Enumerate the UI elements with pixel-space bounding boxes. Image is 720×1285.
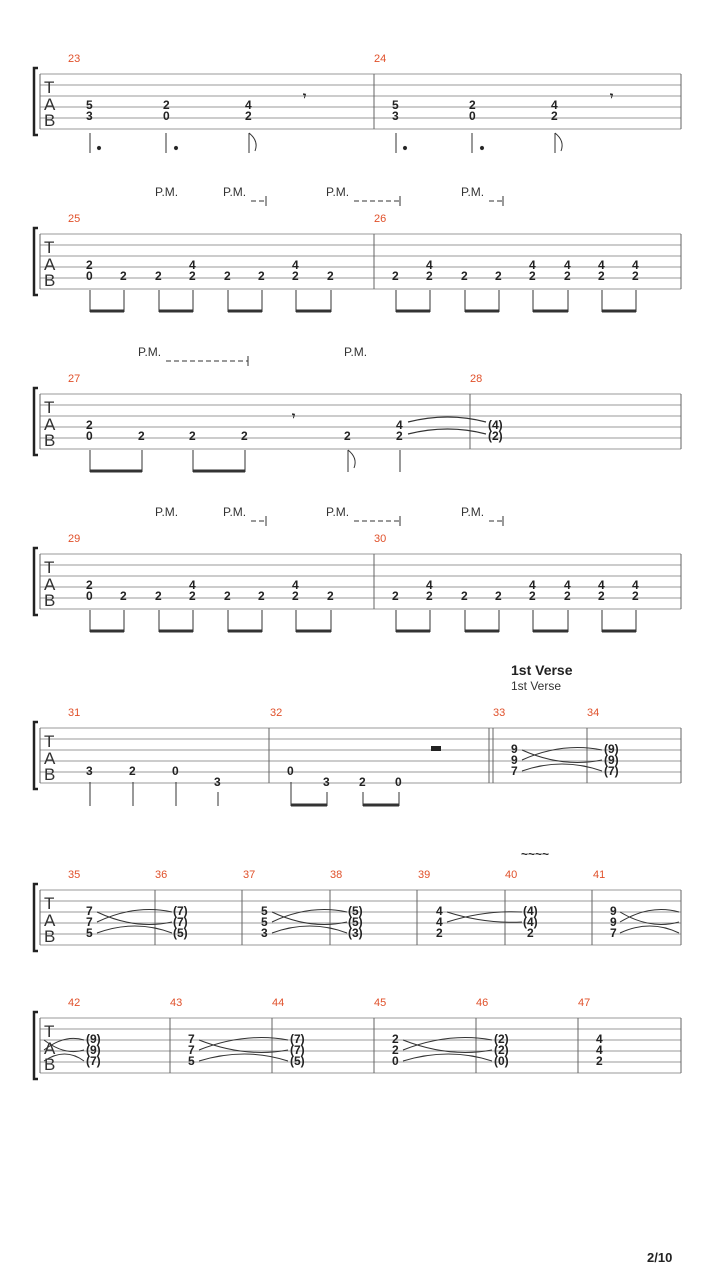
palm-mute-marks — [155, 185, 503, 206]
measure-number: 41 — [593, 869, 606, 881]
svg-text:4: 4 — [245, 98, 252, 112]
measure-number: 32 — [270, 707, 283, 719]
vibrato-marker: ~~~~ — [521, 847, 550, 861]
rhythm-stems — [90, 133, 562, 153]
svg-text:2: 2 — [529, 589, 536, 603]
measure-number: 39 — [418, 869, 431, 881]
svg-text:2: 2 — [86, 578, 93, 592]
svg-text:(7): (7) — [290, 1032, 305, 1046]
svg-text:B: B — [44, 591, 56, 610]
svg-text:7: 7 — [86, 904, 93, 918]
svg-text:7: 7 — [188, 1043, 195, 1057]
svg-text:B: B — [44, 431, 56, 450]
svg-text:5: 5 — [86, 98, 93, 112]
svg-text:0: 0 — [86, 429, 93, 443]
tab-clef — [44, 78, 56, 130]
svg-text:4: 4 — [598, 578, 605, 592]
svg-text:2: 2 — [461, 589, 468, 603]
svg-text:7: 7 — [511, 764, 518, 778]
svg-text:(4): (4) — [523, 915, 538, 929]
measure-number: 26 — [374, 213, 387, 225]
svg-text:(4): (4) — [488, 418, 503, 432]
note-group — [86, 742, 619, 789]
measure-number: 38 — [330, 869, 343, 881]
svg-text:2: 2 — [529, 269, 536, 283]
note-group — [86, 1032, 603, 1068]
svg-text:2: 2 — [245, 109, 252, 123]
svg-text:0: 0 — [86, 589, 93, 603]
svg-text:(7): (7) — [173, 915, 188, 929]
svg-text:2: 2 — [155, 589, 162, 603]
svg-text:A: A — [44, 415, 56, 434]
svg-text:4: 4 — [292, 578, 299, 592]
svg-text:(5): (5) — [348, 904, 363, 918]
svg-text:2: 2 — [189, 589, 196, 603]
measure-number: 28 — [470, 373, 483, 385]
note-group — [86, 578, 639, 603]
svg-text:T: T — [44, 894, 55, 913]
svg-text:(9): (9) — [604, 753, 619, 767]
svg-text:(7): (7) — [173, 904, 188, 918]
svg-text:7: 7 — [188, 1032, 195, 1046]
svg-text:2: 2 — [461, 269, 468, 283]
svg-text:B: B — [44, 111, 56, 130]
tie-arcs — [408, 417, 486, 434]
tab-system-6 — [34, 847, 681, 951]
svg-text:3: 3 — [392, 109, 399, 123]
svg-text:3: 3 — [261, 926, 268, 940]
svg-text:2: 2 — [292, 589, 299, 603]
svg-text:4: 4 — [436, 904, 443, 918]
svg-text:(2): (2) — [488, 429, 503, 443]
svg-text:A: A — [44, 1039, 56, 1058]
svg-text:A: A — [44, 575, 56, 594]
svg-text:2: 2 — [86, 258, 93, 272]
tab-system-4 — [34, 505, 681, 632]
svg-text:9: 9 — [511, 753, 518, 767]
note-group — [86, 98, 558, 123]
svg-text:0: 0 — [395, 775, 402, 789]
svg-text:2: 2 — [495, 589, 502, 603]
tab-clef — [44, 732, 56, 784]
tab-clef — [44, 558, 56, 610]
svg-text:2: 2 — [258, 589, 265, 603]
svg-text:0: 0 — [469, 109, 476, 123]
svg-text:(0): (0) — [494, 1054, 509, 1068]
svg-text:7: 7 — [86, 915, 93, 929]
svg-text:2: 2 — [564, 269, 571, 283]
svg-text:(3): (3) — [348, 926, 363, 940]
svg-text:4: 4 — [596, 1043, 603, 1057]
svg-text:4: 4 — [189, 578, 196, 592]
svg-text:2: 2 — [392, 589, 399, 603]
svg-text:4: 4 — [551, 98, 558, 112]
svg-text:B: B — [44, 1055, 56, 1074]
svg-text:9: 9 — [610, 904, 617, 918]
svg-text:P.M.: P.M. — [138, 345, 162, 359]
svg-text:2: 2 — [224, 589, 231, 603]
svg-text:A: A — [44, 95, 56, 114]
svg-text:9: 9 — [511, 742, 518, 756]
measure-number: 47 — [578, 997, 591, 1009]
tab-system-3 — [34, 345, 681, 472]
svg-text:3: 3 — [214, 775, 221, 789]
svg-text:0: 0 — [86, 269, 93, 283]
eighth-rest: 𝄾 — [292, 409, 296, 423]
measure-number: 30 — [374, 533, 387, 545]
svg-text:3: 3 — [86, 109, 93, 123]
svg-text:(5): (5) — [173, 926, 188, 940]
svg-text:P.M.: P.M. — [326, 505, 350, 519]
rhythm-stems — [90, 782, 399, 806]
svg-text:2: 2 — [129, 764, 136, 778]
eighth-rest: 𝄾 — [610, 89, 614, 103]
svg-text:4: 4 — [632, 258, 639, 272]
note-group — [86, 258, 639, 283]
svg-text:2: 2 — [598, 269, 605, 283]
svg-text:2: 2 — [632, 269, 639, 283]
svg-text:2: 2 — [527, 926, 534, 940]
svg-text:2: 2 — [426, 589, 433, 603]
svg-text:2: 2 — [436, 926, 443, 940]
svg-text:3: 3 — [86, 764, 93, 778]
measure-number: 35 — [68, 869, 81, 881]
svg-text:P.M.: P.M. — [223, 505, 247, 519]
svg-text:2: 2 — [392, 1032, 399, 1046]
measure-number: 46 — [476, 997, 489, 1009]
tab-system-5 — [34, 707, 681, 806]
tab-system-2 — [34, 185, 681, 312]
svg-text:T: T — [44, 1022, 55, 1041]
svg-text:2: 2 — [392, 269, 399, 283]
svg-text:2: 2 — [120, 269, 127, 283]
svg-text:9: 9 — [610, 915, 617, 929]
tab-clef — [44, 238, 56, 290]
svg-text:4: 4 — [292, 258, 299, 272]
svg-text:2: 2 — [596, 1054, 603, 1068]
svg-text:0: 0 — [392, 1054, 399, 1068]
measure-number: 29 — [68, 533, 81, 545]
measure-number: 25 — [68, 213, 81, 225]
section-subtitle: 1st Verse — [511, 679, 562, 693]
svg-text:5: 5 — [392, 98, 399, 112]
tab-clef — [44, 398, 56, 450]
measure-number: 34 — [587, 707, 600, 719]
svg-text:0: 0 — [287, 764, 294, 778]
measure-number: 43 — [170, 997, 183, 1009]
svg-text:2: 2 — [632, 589, 639, 603]
svg-text:T: T — [44, 238, 55, 257]
tie-arcs — [522, 748, 602, 771]
svg-text:P.M.: P.M. — [326, 185, 350, 199]
measure-number: 33 — [493, 707, 506, 719]
svg-text:2: 2 — [327, 589, 334, 603]
svg-text:(4): (4) — [523, 904, 538, 918]
tab-system-7 — [34, 997, 681, 1079]
svg-text:4: 4 — [632, 578, 639, 592]
svg-text:P.M.: P.M. — [223, 185, 247, 199]
svg-text:2: 2 — [598, 589, 605, 603]
svg-text:4: 4 — [426, 578, 433, 592]
svg-text:3: 3 — [323, 775, 330, 789]
svg-text:4: 4 — [529, 578, 536, 592]
svg-text:2: 2 — [138, 429, 145, 443]
svg-text:2: 2 — [189, 429, 196, 443]
svg-text:2: 2 — [163, 98, 170, 112]
svg-text:(5): (5) — [348, 915, 363, 929]
svg-text:5: 5 — [86, 926, 93, 940]
svg-text:(7): (7) — [86, 1054, 101, 1068]
svg-text:2: 2 — [426, 269, 433, 283]
section-title: 1st Verse — [511, 662, 573, 678]
svg-text:2: 2 — [359, 775, 366, 789]
svg-text:T: T — [44, 558, 55, 577]
svg-text:2: 2 — [469, 98, 476, 112]
svg-text:(9): (9) — [86, 1032, 101, 1046]
svg-text:(7): (7) — [604, 764, 619, 778]
measure-number: 23 — [68, 53, 81, 65]
rhythm-beams — [90, 290, 636, 312]
svg-text:4: 4 — [426, 258, 433, 272]
half-rest — [431, 746, 441, 751]
measure-number: 45 — [374, 997, 387, 1009]
rhythm-beams — [90, 450, 400, 472]
tab-system-1 — [34, 53, 681, 153]
page-number: 2/10 — [647, 1250, 673, 1265]
svg-text:2: 2 — [327, 269, 334, 283]
palm-mute-marks — [155, 505, 503, 526]
tie-arcs — [44, 1038, 492, 1061]
measure-number: 44 — [272, 997, 285, 1009]
svg-text:T: T — [44, 78, 55, 97]
svg-text:4: 4 — [436, 915, 443, 929]
tab-clef — [44, 1022, 56, 1074]
svg-text:P.M.: P.M. — [155, 505, 179, 519]
svg-text:2: 2 — [344, 429, 351, 443]
measure-number: 36 — [155, 869, 168, 881]
svg-text:2: 2 — [292, 269, 299, 283]
svg-text:4: 4 — [596, 1032, 603, 1046]
tab-clef — [44, 894, 56, 946]
svg-text:T: T — [44, 732, 55, 751]
svg-text:4: 4 — [598, 258, 605, 272]
svg-text:(2): (2) — [494, 1043, 509, 1057]
measure-number: 24 — [374, 53, 387, 65]
svg-text:4: 4 — [564, 258, 571, 272]
svg-text:(2): (2) — [494, 1032, 509, 1046]
svg-text:5: 5 — [188, 1054, 195, 1068]
svg-text:2: 2 — [396, 429, 403, 443]
svg-text:5: 5 — [261, 904, 268, 918]
eighth-rest: 𝄾 — [303, 89, 307, 103]
svg-text:P.M.: P.M. — [461, 505, 485, 519]
svg-text:2: 2 — [392, 1043, 399, 1057]
svg-text:2: 2 — [551, 109, 558, 123]
svg-text:A: A — [44, 911, 56, 930]
svg-text:4: 4 — [529, 258, 536, 272]
svg-text:2: 2 — [86, 418, 93, 432]
measure-number: 42 — [68, 997, 81, 1009]
svg-text:0: 0 — [172, 764, 179, 778]
svg-text:2: 2 — [495, 269, 502, 283]
svg-text:4: 4 — [564, 578, 571, 592]
svg-text:(7): (7) — [290, 1043, 305, 1057]
svg-text:2: 2 — [189, 269, 196, 283]
svg-text:A: A — [44, 749, 56, 768]
svg-text:(9): (9) — [604, 742, 619, 756]
measure-number: 37 — [243, 869, 256, 881]
svg-text:5: 5 — [261, 915, 268, 929]
measure-number: 40 — [505, 869, 518, 881]
measure-number: 31 — [68, 707, 81, 719]
svg-text:2: 2 — [564, 589, 571, 603]
svg-text:2: 2 — [120, 589, 127, 603]
svg-text:2: 2 — [224, 269, 231, 283]
svg-text:(5): (5) — [290, 1054, 305, 1068]
palm-mute-marks — [138, 345, 367, 366]
svg-text:B: B — [44, 765, 56, 784]
svg-text:2: 2 — [258, 269, 265, 283]
svg-text:4: 4 — [189, 258, 196, 272]
svg-text:B: B — [44, 927, 56, 946]
rhythm-beams — [90, 610, 636, 632]
svg-text:P.M.: P.M. — [155, 185, 179, 199]
svg-text:A: A — [44, 255, 56, 274]
svg-text:7: 7 — [610, 926, 617, 940]
measure-number: 27 — [68, 373, 81, 385]
svg-text:2: 2 — [241, 429, 248, 443]
svg-text:P.M.: P.M. — [461, 185, 485, 199]
svg-text:0: 0 — [163, 109, 170, 123]
svg-text:P.M.: P.M. — [344, 345, 368, 359]
svg-text:T: T — [44, 398, 55, 417]
svg-text:B: B — [44, 271, 56, 290]
note-group — [86, 904, 617, 940]
svg-text:4: 4 — [396, 418, 403, 432]
svg-text:2: 2 — [155, 269, 162, 283]
svg-text:(9): (9) — [86, 1043, 101, 1057]
